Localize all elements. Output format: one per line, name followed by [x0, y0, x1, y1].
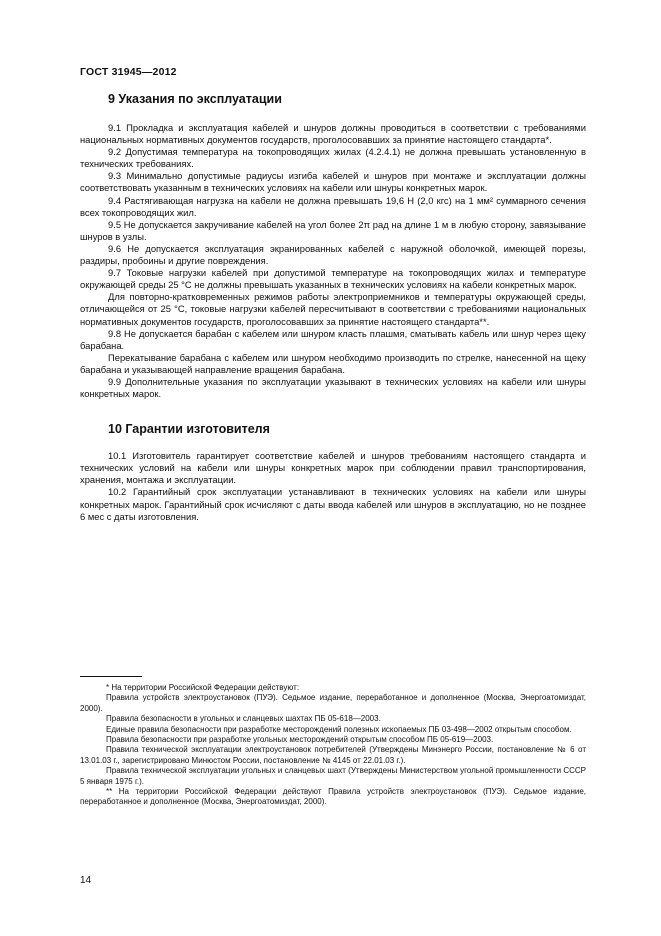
- paragraph-9-9: 9.9 Дополнительные указания по эксплуатации указывают в технических условиях на кабели или шнуры конкретных марок.: [80, 375, 586, 400]
- main-content: [80, 92, 586, 523]
- paragraph-9-7-continued: Для повторно-кратковременных режимов работы электроприемников и температуры окружающей среды, отличающейся от 25 °С, токовые нагрузки кабелей пересчитывают в соответствии с требованиями национальных нормативных документов государств, проголосовавших за принятие настоящего стандарта**.: [80, 291, 586, 327]
- footnote-1-item: Правила безопасности при разработке угольных месторождений открытым способом ПБ 05-619—2003.: [106, 735, 494, 745]
- paragraph-9-4: 9.4 Растягивающая нагрузка на кабели не должна превышать 19,6 Н (2,0 кгс) на 1 мм² суммарного сечения всех токопроводящих жил.: [80, 194, 586, 218]
- footnote-1-item: Единые правила безопасности при разработке месторождений полезных ископаемых ПБ 03-498—2002 открытым способом.: [106, 724, 572, 734]
- document-code-header: ГОСТ 31945—2012: [80, 66, 177, 78]
- paragraph-9-8: 9.8 Не допускается барабан с кабелем или шнуром класть плашмя, сматывать кабель или шнур через щеку барабана.: [80, 327, 586, 351]
- footnote-1-item: Правила технической эксплуатации электроустановок потребителей (Утверждены Минэнерго России, постановление № 6 от 13.01.03 г., зарегистрировано Минюстом России, постановление № 4145 от 22.01.03 г.).: [80, 745, 586, 765]
- paragraph-9-3: 9.3 Минимально допустимые радиусы изгиба кабелей и шнуров при монтаже и эксплуатации должны соответствовать указанным в технических условиях на кабели или шнуры конкретных марок.: [80, 170, 586, 194]
- paragraph-9-7: 9.7 Токовые нагрузки кабелей при допустимой температуре на токопроводящих жилах и температуре окружающей среды 25 °С не должны превышать указанных в технических условиях на кабели конкретных марок.: [80, 267, 586, 291]
- footnote-1: * На территории Российской Федерации действуют:: [106, 683, 300, 692]
- paragraph-9-6: 9.6 Не допускается эксплуатация экранированных кабелей с наружной оболочкой, имеющей порезы, раздиры, пробоины и другие повреждения.: [80, 242, 586, 267]
- paragraph-10-1: 10.1 Изготовитель гарантирует соответствие кабелей и шнуров требованиям настоящего стандарта и технических условий на кабели или шнуры конкретных марок при соблюдении правил транспортирования, хранения, монтажа и эксплуатации.: [80, 450, 586, 486]
- paragraph-9-5: 9.5 Не допускается закручивание кабелей на угол более 2π рад на длине 1 м в любую сторону, завязывание шнуров в узлы.: [80, 218, 586, 242]
- footnote-2: ** На территории Российской Федерации действуют Правила устройств электроустановок (ПУЭ). Седьмое издание, переработанное и дополненное (Москва, Энергоатомиздат, 2000).: [80, 787, 586, 807]
- section-10-title: 10 Гарантии изготовителя: [108, 422, 270, 437]
- paragraph-9-8-continued: Перекатывание барабана с кабелем или шнуром необходимо производить по стрелке, нанесенной на щеку барабана и указывающей направление вращения барабана.: [80, 351, 586, 375]
- paragraph-9-2: 9.2 Допустимая температура на токопроводящих жилах (4.2.4.1) не должна превышать установленную в технических требованиях.: [80, 146, 586, 170]
- paragraph-9-1: 9.1 Прокладка и эксплуатация кабелей и шнуров должны проводиться в соответствии с требованиями национальных нормативных документов государств, проголосовавших за принятие настоящего стандарта*.: [80, 122, 586, 146]
- footnote-divider: [80, 676, 142, 677]
- page-number: 14: [80, 875, 92, 886]
- footnotes: [80, 683, 586, 808]
- paragraph-10-2: 10.2 Гарантийный срок эксплуатации устанавливают в технических условиях на кабели или шнуры конкретных марок. Гарантийный срок исчисляют с даты ввода кабелей или шнуров в эксплуатацию, но не позднее 6 мес с даты изготовления.: [80, 486, 586, 522]
- footnote-1-item: Правила безопасности в угольных и сланцевых шахтах ПБ 05-618—2003.: [106, 714, 381, 724]
- section-9-title: 9 Указания по эксплуатации: [108, 92, 282, 106]
- footnote-1-item: Правила технической эксплуатации угольных и сланцевых шахт (Утверждены Министерством угольной промышленности СССР 5 января 1975 г.).: [80, 766, 586, 786]
- footnote-1-item: Правила устройств электроустановок (ПУЭ). Седьмое издание, переработанное и дополненное (Москва, Энергоатомиздат, 2000).: [80, 693, 586, 713]
